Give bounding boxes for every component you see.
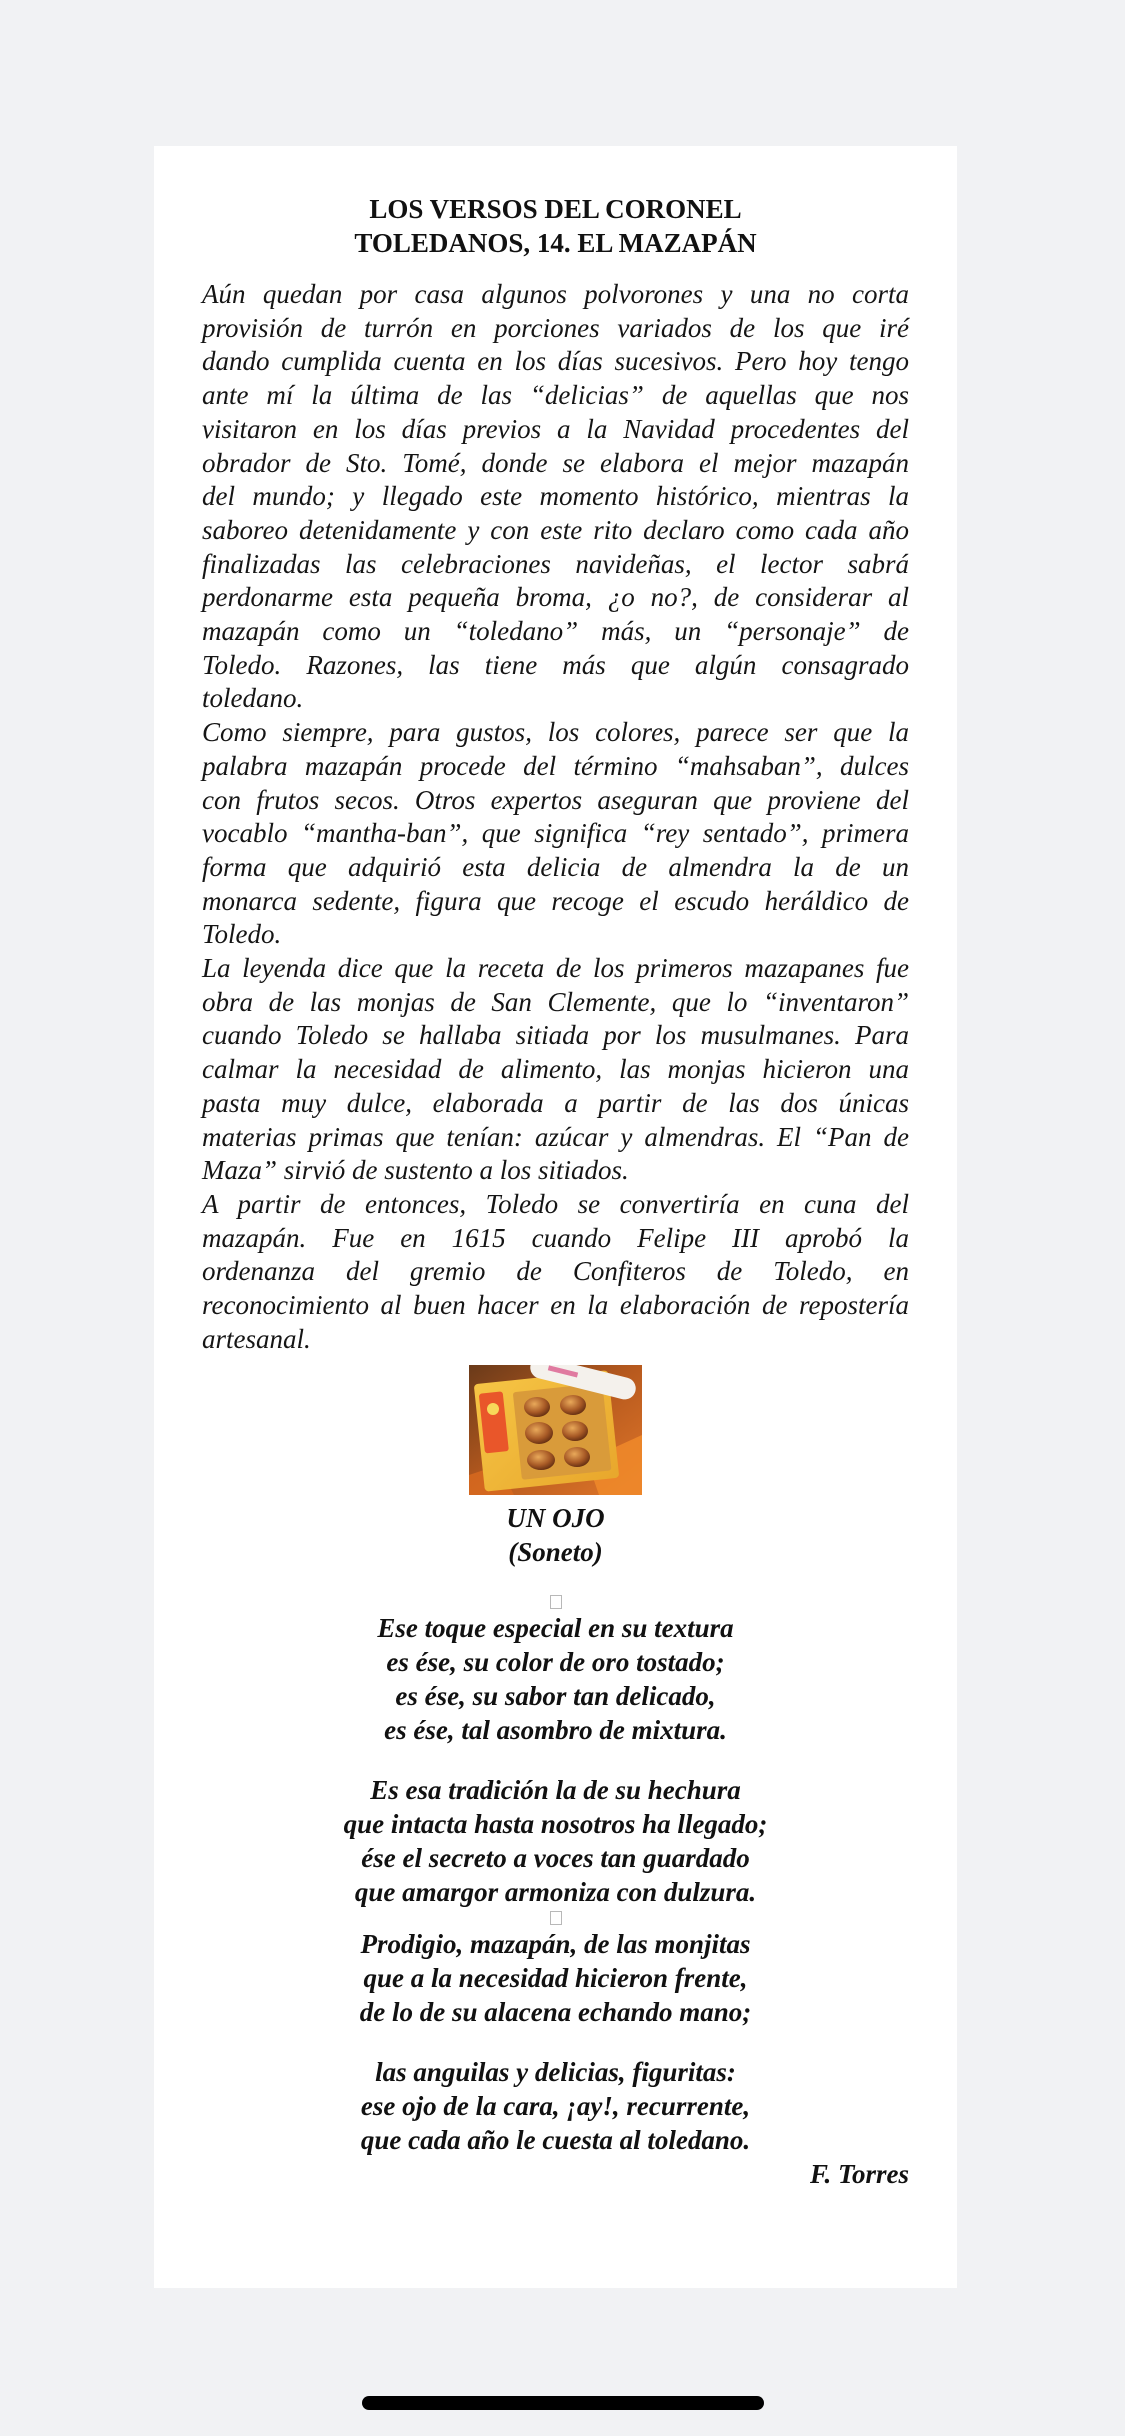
article-page	[154, 146, 957, 2288]
paragraph-line: visitaron en los días previos a la Navidad procedentes del	[202, 413, 909, 444]
sonnet-title	[202, 1501, 909, 1569]
article-title-line-1: LOS VERSOS DEL CORONEL	[369, 194, 742, 224]
paragraph-line: Maza” sirvió de sustento a los sitiados.	[202, 1155, 629, 1186]
stanza-4	[202, 2055, 909, 2157]
paragraph-line: vocablo “mantha-ban”, que significa “rey sentado”, primera	[202, 818, 909, 849]
author-signature: F. Torres	[809, 2158, 909, 2189]
paragraph-line: pasta muy dulce, elaborada a partir de las dos únicas	[202, 1087, 909, 1118]
verse-line: las anguilas y delicias, figuritas:	[375, 2056, 736, 2087]
verse-line: es ése, tal asombro de mixtura.	[384, 1714, 727, 1745]
home-indicator[interactable]	[362, 2396, 764, 2410]
verse-line: es ése, su sabor tan delicado,	[395, 1680, 716, 1711]
paragraph-line: obra de las monjas de San Clemente, que lo “inventaron”	[202, 986, 909, 1017]
mazapan-box-photo	[469, 1365, 642, 1495]
verse-line: Es esa tradición la de su hechura	[370, 1774, 741, 1805]
paragraph-line: mazapán como un “toledano” más, un “personaje” de	[202, 616, 909, 647]
verse-line: de lo de su alacena echando mano;	[359, 1996, 752, 2027]
paragraph-line: perdonarme esta pequeña broma, ¿o no?, de considerar al	[202, 582, 909, 613]
missing-glyph-icon	[550, 1911, 562, 1925]
paragraph-line: materias primas que tenían: azúcar y almendras. El “Pan de	[202, 1121, 909, 1152]
paragraph-line: Toledo.	[202, 919, 282, 950]
verse-line: Prodigio, mazapán, de las monjitas	[360, 1928, 751, 1959]
verse-line: que cada año le cuesta al toledano.	[360, 2124, 751, 2155]
paragraph-3	[202, 952, 909, 1188]
paragraph-line: mazapán. Fue en 1615 cuando Felipe III aprobó la	[202, 1222, 909, 1253]
paragraph-line: toledano.	[202, 683, 304, 714]
verse-line: Ese toque especial en su textura	[377, 1612, 734, 1643]
paragraph-2	[202, 716, 909, 952]
paragraph-line: con frutos secos. Otros expertos aseguran que proviene del	[202, 784, 909, 815]
verse-line: ese ojo de la cara, ¡ay!, recurrente,	[360, 2090, 751, 2121]
sonnet-title-line-2: (Soneto)	[508, 1536, 603, 1567]
paragraph-line: La leyenda dice que la receta de los primeros mazapanes fue	[202, 953, 909, 984]
paragraph-line: cuando Toledo se hallaba sitiada por los musulmanes. Para	[202, 1020, 909, 1051]
paragraph-line: palabra mazapán procede del término “mahsaban”, dulces	[202, 750, 909, 781]
article-title-line-2: TOLEDANOS, 14. EL MAZAPÁN	[354, 228, 757, 258]
verse-line: ése el secreto a voces tan guardado	[361, 1842, 750, 1873]
article-content	[202, 192, 909, 2191]
verse-line: es ése, su color de oro tostado;	[386, 1646, 725, 1677]
paragraph-line: ordenanza del gremio de Confiteros de Toledo, en	[202, 1256, 909, 1287]
paragraph-line: ante mí la última de las “delicias” de aquellas que nos	[202, 380, 909, 411]
paragraph-line: artesanal.	[202, 1323, 311, 1354]
sonnet-title-line-1: UN OJO	[506, 1502, 605, 1533]
paragraph-line: reconocimiento al buen hacer en la elaboración de repostería	[202, 1290, 909, 1321]
paragraph-line: Como siempre, para gustos, los colores, parece ser que la	[202, 717, 909, 748]
paragraph-line: provisión de turrón en porciones variados de los que iré	[202, 312, 909, 343]
stanza-2	[202, 1773, 909, 1909]
paragraph-line: calmar la necesidad de alimento, las monjas hicieron una	[202, 1054, 909, 1085]
verse-line: que a la necesidad hicieron frente,	[363, 1962, 748, 1993]
paragraph-line: dando cumplida cuenta en los días sucesivos. Pero hoy tengo	[202, 346, 909, 377]
article-title	[202, 192, 909, 260]
paragraph-line: monarca sedente, figura que recoge el escudo heráldico de	[202, 885, 909, 916]
verse-line: que intacta hasta nosotros ha llegado;	[343, 1808, 768, 1839]
paragraph-line: Aún quedan por casa algunos polvorones y una no corta	[202, 279, 909, 309]
paragraph-line: obrador de Sto. Tomé, donde se elabora el mejor mazapán	[202, 447, 909, 478]
paragraph-4	[202, 1188, 909, 1357]
verse-line: que amargor armoniza con dulzura.	[354, 1876, 757, 1907]
paragraph-line: forma que adquirió esta delicia de almendra la de un	[202, 851, 909, 882]
paragraph-line: finalizadas las celebraciones navideñas, el lector sabrá	[202, 548, 909, 579]
paragraph-1	[202, 278, 909, 716]
stanza-3	[202, 1927, 909, 2029]
stanza-1	[202, 1611, 909, 1747]
paragraph-line: del mundo; y llegado este momento histórico, mientras la	[202, 481, 909, 512]
missing-glyph-icon	[550, 1595, 562, 1609]
paragraph-line: saboreo detenidamente y con este rito declaro como cada año	[202, 514, 909, 545]
paragraph-line: Toledo. Razones, las tiene más que algún consagrado	[202, 649, 909, 680]
paragraph-line: A partir de entonces, Toledo se convertiría en cuna del	[202, 1188, 909, 1219]
mazapan-photo	[469, 1365, 642, 1495]
